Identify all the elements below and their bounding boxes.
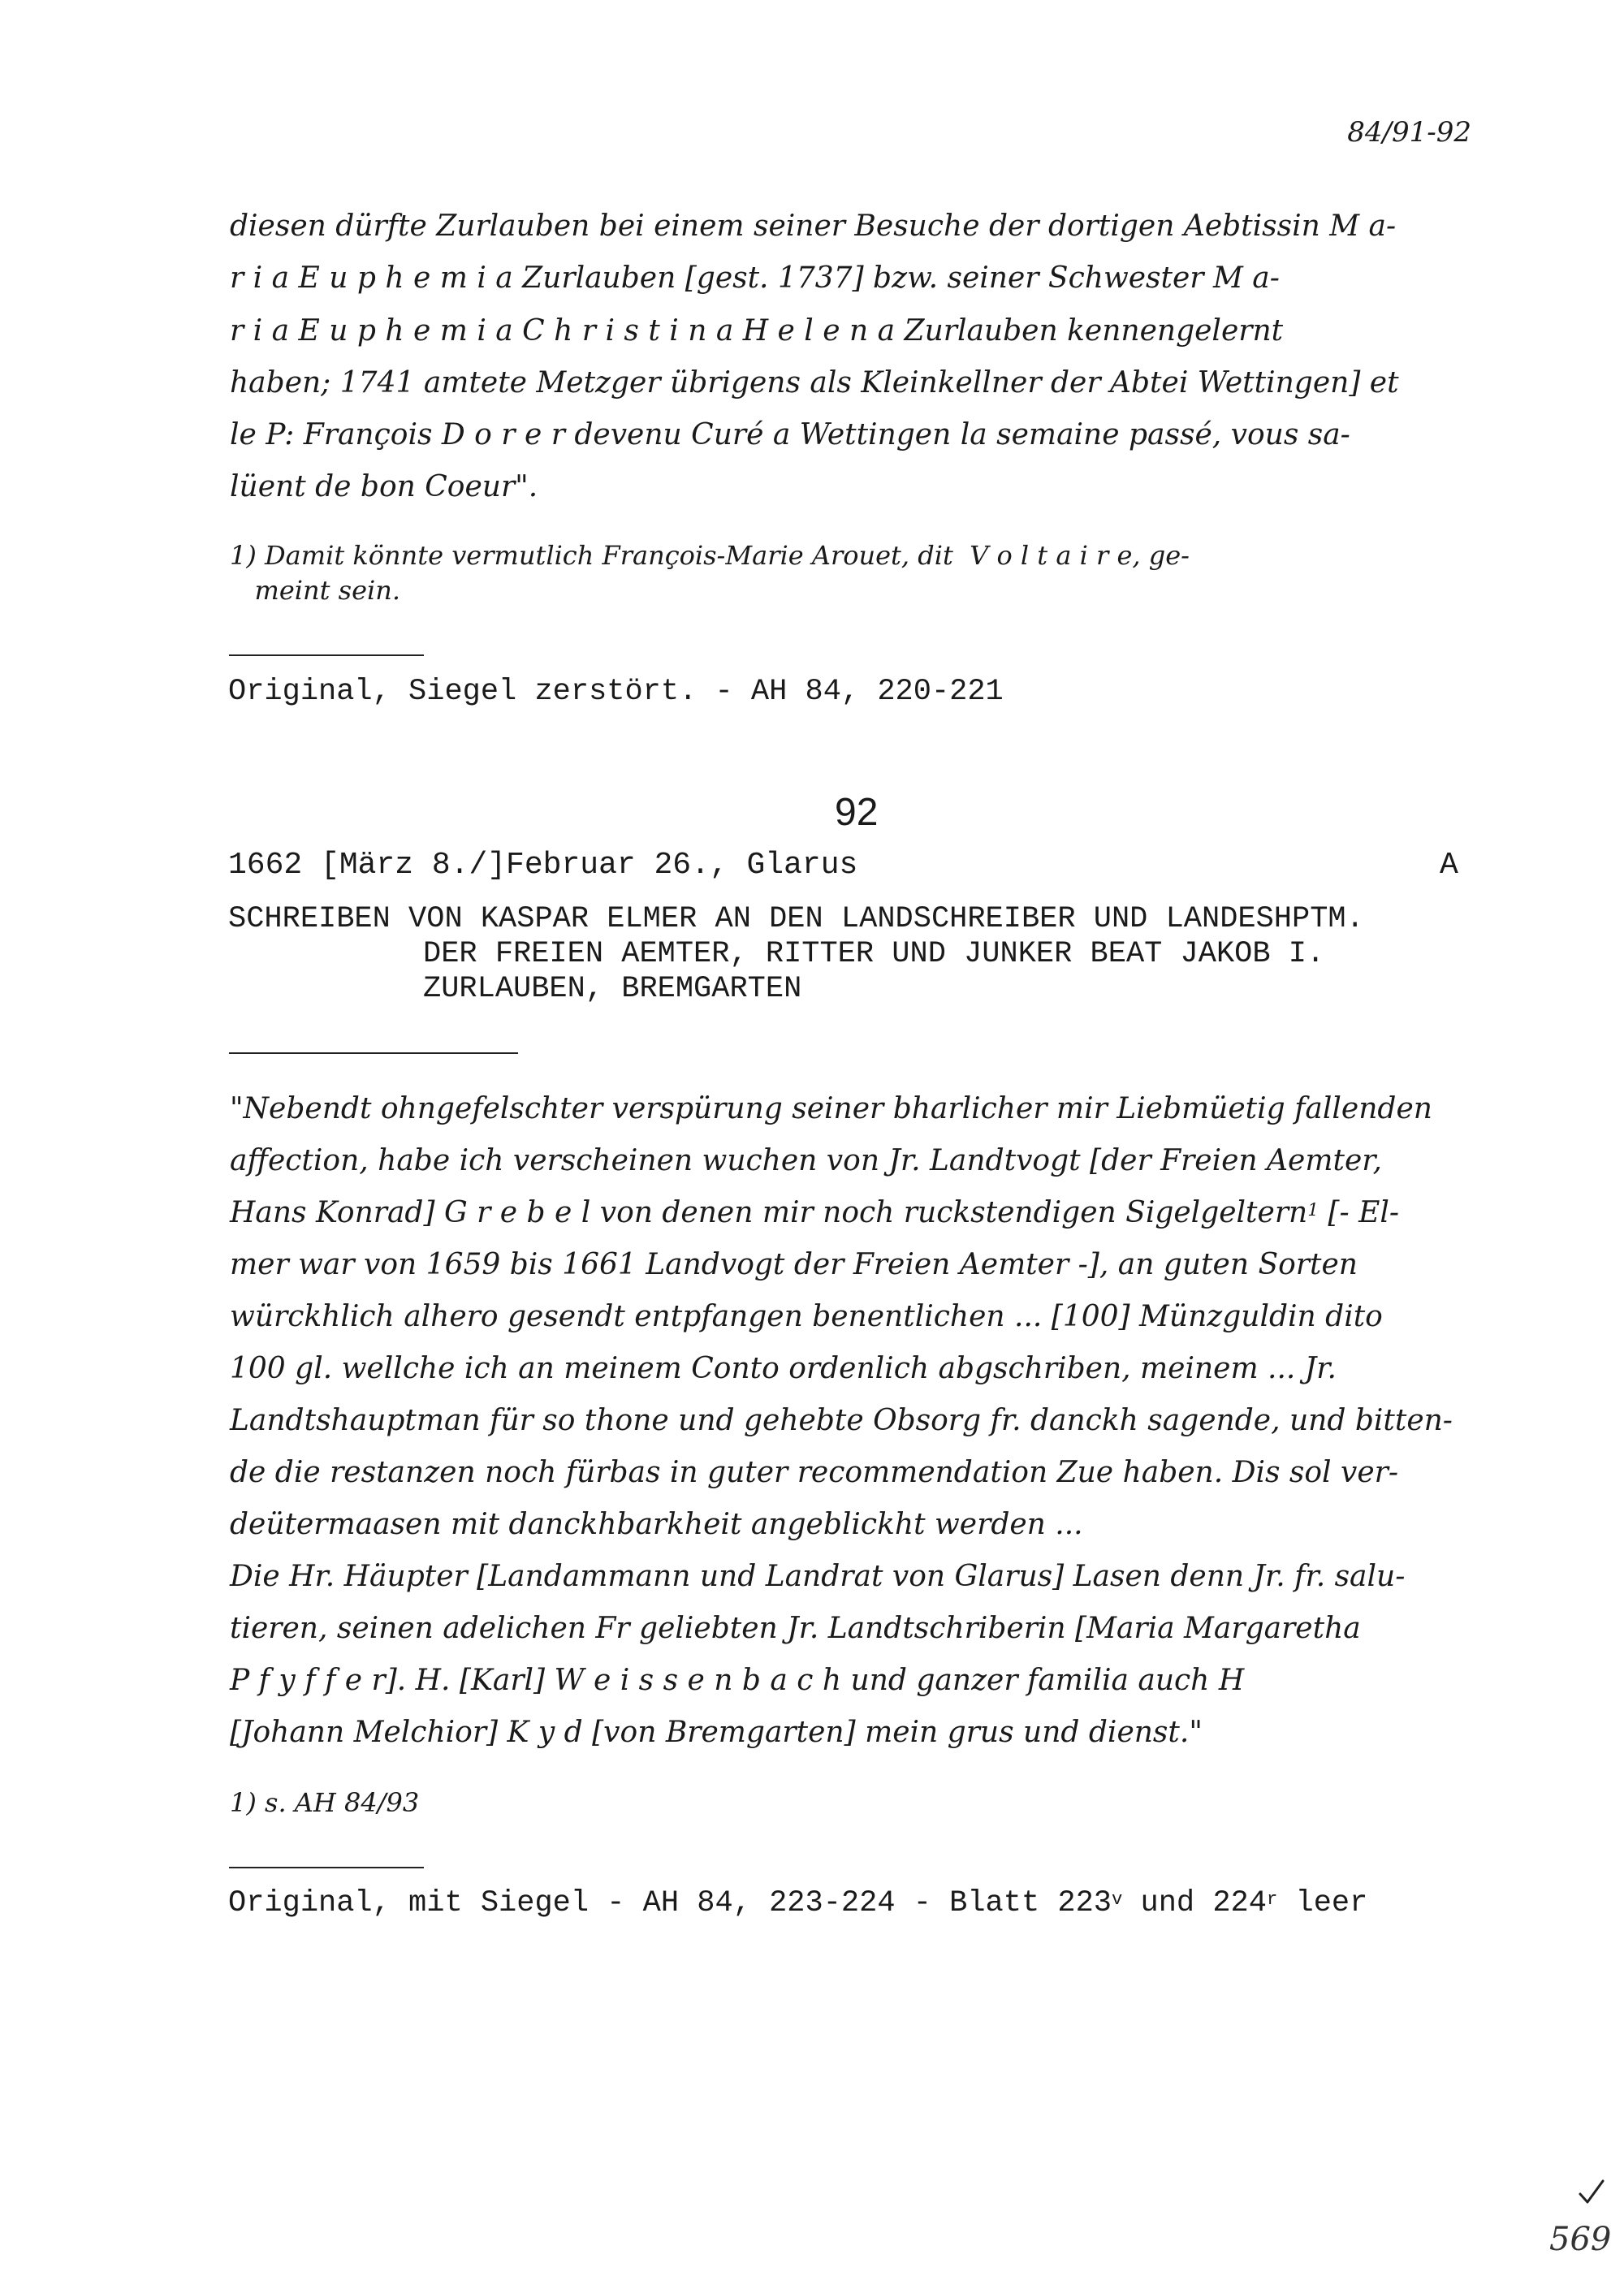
- divider-rule: [229, 1052, 518, 1054]
- letter-line: deütermaasen mit danckhbarkheit angeblickht werden ...: [230, 1508, 1083, 1541]
- text-line: lüent de bon Coeur".: [230, 470, 538, 503]
- letter-line: Die Hr. Häupter [Landammann und Landrat von Glarus] Lasen denn Jr. fr. salu-: [230, 1560, 1406, 1593]
- letter-line: mer war von 1659 bis 1661 Landvogt der Freien Aemter -], an guten Sorten: [230, 1248, 1358, 1281]
- letter-line-text: Hans Konrad] G r e b e l von denen mir noch ruckstendigen Sigelgeltern: [230, 1196, 1308, 1229]
- source-note: Original, Siegel zerstört. - AH 84, 220-221: [228, 675, 1004, 709]
- document-date: 1662 [März 8./]Februar 26., Glarus: [228, 848, 858, 883]
- folio-side-marker: v: [1111, 1889, 1123, 1911]
- document-heading-line: SCHREIBEN VON KASPAR ELMER AN DEN LANDSCHREIBER UND LANDESHPTM.: [228, 902, 1364, 936]
- divider-rule: [229, 654, 424, 656]
- handwritten-page-number: 569: [1549, 2221, 1612, 2258]
- letter-line: würckhlich alhero gesendt entpfangen benentlichen ... [100] Münzguldin dito: [230, 1300, 1383, 1333]
- text-line: r i a E u p h e m i a Zurlauben [gest. 1737] bzw. seiner Schwester M a-: [230, 261, 1280, 295]
- letter-line: "Nebendt ohngefelschter verspürung seiner bharlicher mir Liebmüetig fallenden: [230, 1092, 1432, 1125]
- footnote-line: meint sein.: [230, 575, 401, 606]
- text-line: le P: François D o r e r devenu Curé a Wettingen la semaine passé, vous sa-: [230, 418, 1350, 451]
- document-number: 92: [835, 791, 879, 834]
- letter-line: P f y f f e r]. H. [Karl] W e i s s e n b a c h und ganzer familia auch H: [230, 1664, 1245, 1697]
- source-note-text: leer: [1277, 1886, 1368, 1920]
- text-line: diesen dürfte Zurlauben bei einem seiner Besuche der dortigen Aebtissin M a-: [230, 209, 1397, 243]
- document-code: A: [1440, 848, 1458, 883]
- footnote-line: 1) Damit könnte vermutlich François-Marie Arouet, dit V o l t a i r e, ge-: [230, 540, 1190, 571]
- letter-line: [Johann Melchior] K y d [von Bremgarten] mein grus und dienst.": [230, 1716, 1203, 1749]
- letter-line: Landtshauptman für so thone und gehebte Obsorg fr. danckh sagende, und bitten-: [230, 1404, 1453, 1437]
- text-line: r i a E u p h e m i a C h r i s t i n a H e l e n a Zurlauben kennengelernt: [230, 314, 1284, 348]
- text-line: haben; 1741 amtete Metzger übrigens als Kleinkellner der Abtei Wettingen] et: [230, 366, 1399, 399]
- letter-line-text: [- El-: [1318, 1196, 1400, 1229]
- letter-line: 100 gl. wellche ich an meinem Conto ordenlich abgschriben, meinem ... Jr.: [230, 1352, 1337, 1385]
- source-note: [228, 1886, 1367, 1920]
- letter-line: affection, habe ich verscheinen wuchen von Jr. Landtvogt [der Freien Aemter,: [230, 1144, 1382, 1177]
- folio-side-marker: r: [1266, 1889, 1278, 1911]
- page-reference: 84/91-92: [1347, 116, 1471, 149]
- letter-line: tieren, seinen adelichen Fr geliebten Jr. Landtschriberin [Maria Margaretha: [230, 1612, 1361, 1645]
- checkmark-icon: [1575, 2176, 1608, 2209]
- footnote-line: 1) s. AH 84/93: [230, 1787, 420, 1818]
- divider-rule: [229, 1867, 424, 1868]
- document-heading-line: DER FREIEN AEMTER, RITTER UND JUNKER BEAT JAKOB I.: [423, 937, 1325, 971]
- document-heading-line: ZURLAUBEN, BREMGARTEN: [423, 972, 802, 1006]
- letter-line: de die restanzen noch fürbas in guter recommendation Zue haben. Dis sol ver-: [230, 1456, 1399, 1489]
- source-note-text: Original, mit Siegel - AH 84, 223-224 - Blatt 223: [228, 1886, 1112, 1920]
- source-note-text: und 224: [1122, 1886, 1267, 1920]
- letter-line: [230, 1196, 1399, 1229]
- footnote-marker: 1: [1307, 1200, 1319, 1221]
